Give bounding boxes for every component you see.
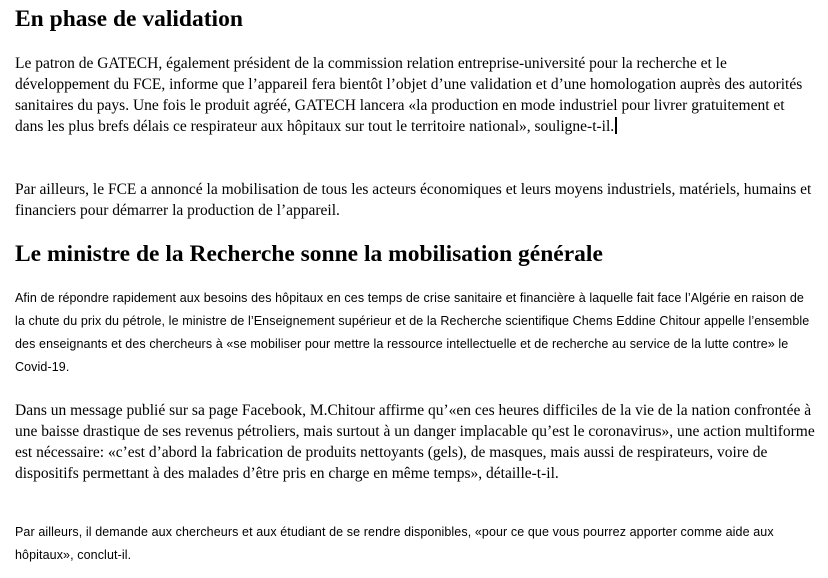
paragraph-message-facebook[interactable]: Dans un message publié sur sa page Facebook, M.Chitour affirme qu’«en ces heures difficiles de la vie de la nation confrontée à une baisse drastique de ses revenus pétroliers, mais surtout à un danger implacable qu’est le coronavirus», une action multiforme est nécessaire: «c’est d’abord la fabrication de produits nettoyants (gels), de masques, mais aussi de respirateurs, voire de dispositifs permettant à des malades d’être pris en charge en même temps», détaille-t-il. [15,402,815,482]
paragraph-gatech[interactable] [15,53,815,137]
section-heading-validation: En phase de validation [15,6,243,32]
paragraph-conclusion[interactable]: Par ailleurs, il demande aux chercheurs et aux étudiant de se rendre disponibles, «pour ce que vous pourrez apporter comme aide aux hôpitaux», conclut-il. [15,525,774,562]
paragraph-gatech-text: Le patron de GATECH, également président de la commission relation entreprise-université pour la recherche et le développement du FCE, informe que l’appareil fera bientôt l’objet d’une validation et d’une homologation auprès des autorités sanitaires du pays. Une fois le produit agréé, GATECH lancera «la production en mode industriel pour livrer gratuitement et dans les plus brefs délais ce respirateur aux hôpitaux sur tout le territoire national», souligne-t-il. [15,55,803,135]
section-heading-ministre: Le ministre de la Recherche sonne la mobilisation générale [15,241,603,267]
paragraph-ministre-appel[interactable]: Afin de répondre rapidement aux besoins des hôpitaux en ces temps de crise sanitaire et financière à laquelle fait face l’Algérie en raison de la chute du prix du pétrole, le ministre de l’Enseignement supérieur et de la Recherche scientifique Chems Eddine Chitour appelle l’ensemble des enseignants et des chercheurs à «se mobiliser pour mettre la ressource intellectuelle et de recherche au service de la lutte contre» le Covid-19. [15,291,810,374]
paragraph-fce-mobilisation[interactable]: Par ailleurs, le FCE a annoncé la mobilisation de tous les acteurs économiques et leurs moyens industriels, matériels, humains et financiers pour démarrer la production de l’appareil. [15,181,812,219]
text-cursor [615,117,617,134]
